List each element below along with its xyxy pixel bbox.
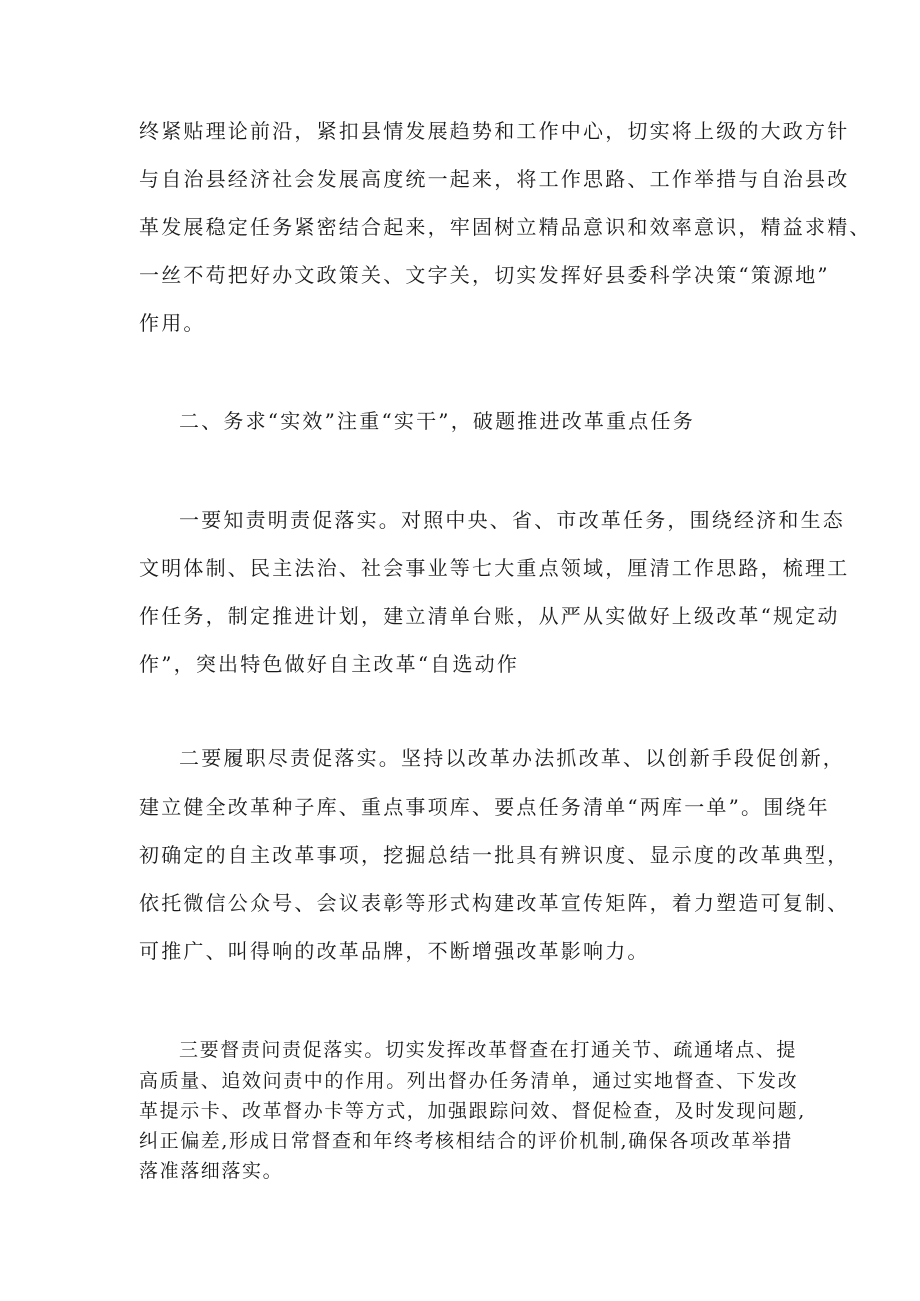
- text-line: 落准落细落实。: [139, 1160, 284, 1182]
- text-line: 纠正偏差,形成日常督查和年终考核相结合的评价机制,确保各项改革举措: [139, 1130, 793, 1152]
- text-line: 一丝不苟把好办文政策关、文字关，切实发挥好县委科学决策“策源地”: [139, 263, 830, 287]
- text-line: 二要履职尽责促落实。坚持以改革办法抓改革、以创新手段促创新，: [179, 746, 845, 770]
- text-line: 革发展稳定任务紧密结合起来，牢固树立精品意识和效率意识，精益求精、: [139, 215, 872, 239]
- text-line: 终紧贴理论前沿，紧扣县情发展趋势和工作中心，切实将上级的大政方针: [139, 119, 850, 143]
- text-line: 初确定的自主改革事项，挖掘总结一批具有辨识度、显示度的改革典型，: [139, 843, 850, 867]
- text-line: 三要督责问责促落实。切实发挥改革督查在打通关节、疏通堵点、提: [179, 1039, 798, 1061]
- text-line: 与自治县经济社会发展高度统一起来，将工作思路、工作举措与自治县改: [139, 167, 850, 191]
- section-heading: 二、务求“实效”注重“实干”，破题推进改革重点任务: [179, 409, 695, 433]
- text-line: 一要知责明责促落实。对照中央、省、市改革任务，围绕经济和生态: [179, 508, 845, 532]
- text-line: 作任务，制定推进计划，建立清单台账，从严从实做好上级改革“规定动: [139, 604, 840, 628]
- text-line: 作”，突出特色做好自主改革“自选动作: [139, 652, 520, 676]
- text-line: 革提示卡、改革督办卡等方式，加强跟踪问效、督促检查，及时发现问题,: [139, 1100, 806, 1122]
- text-line: 高质量、追效问责中的作用。列出督办任务清单，通过实地督查、下发改: [139, 1070, 799, 1092]
- text-line: 建立健全改革种子库、重点事项库、要点任务清单“两库一单”。围绕年: [139, 795, 830, 819]
- text-line: 文明体制、民主法治、社会事业等七大重点领域，厘清工作思路，梳理工: [139, 556, 850, 580]
- text-line: 依托微信公众号、会议表彰等形式构建改革宣传矩阵，着力塑造可复制、: [139, 891, 850, 915]
- text-line: 可推广、叫得响的改革品牌，不断增强改革影响力。: [139, 939, 650, 963]
- text-line: 作用。: [139, 311, 206, 335]
